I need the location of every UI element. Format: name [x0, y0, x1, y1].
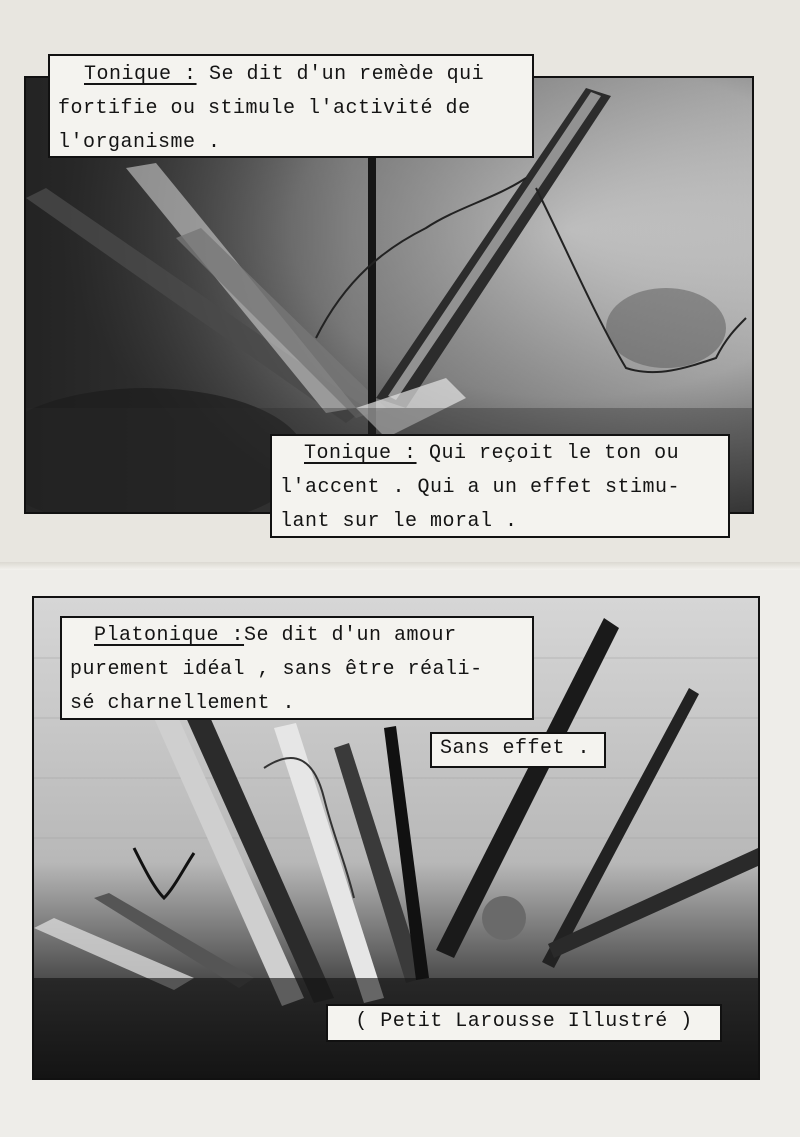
- paper-fold: [0, 562, 800, 570]
- definition-text-line: fortifie ou stimule l'activité de: [58, 97, 471, 120]
- definition-tonique-remedy: [48, 54, 534, 158]
- note-text: Sans effet .: [440, 737, 591, 760]
- definition-text-line: Se dit d'un remède qui: [209, 63, 485, 86]
- term-tonique: Tonique :: [304, 442, 417, 465]
- note-sans-effet: [430, 732, 606, 768]
- citation-text: ( Petit Larousse Illustré ): [355, 1010, 693, 1033]
- definition-text-line: l'organisme .: [58, 131, 221, 154]
- definition-platonique: [60, 616, 534, 720]
- definition-tonique-accent: [270, 434, 730, 538]
- term-platonique: Platonique :: [94, 624, 245, 647]
- definition-text-line: sé charnellement .: [70, 692, 296, 715]
- definition-text-line: lant sur le moral .: [280, 510, 518, 533]
- definition-text-line: Qui reçoit le ton ou: [429, 442, 680, 465]
- definition-text-line: purement idéal , sans être réali-: [70, 658, 483, 681]
- definition-text-line: Se dit d'un amour: [244, 624, 457, 647]
- source-citation: [326, 1004, 722, 1042]
- term-tonique: Tonique :: [84, 63, 197, 86]
- definition-text-line: l'accent . Qui a un effet stimu-: [280, 476, 681, 499]
